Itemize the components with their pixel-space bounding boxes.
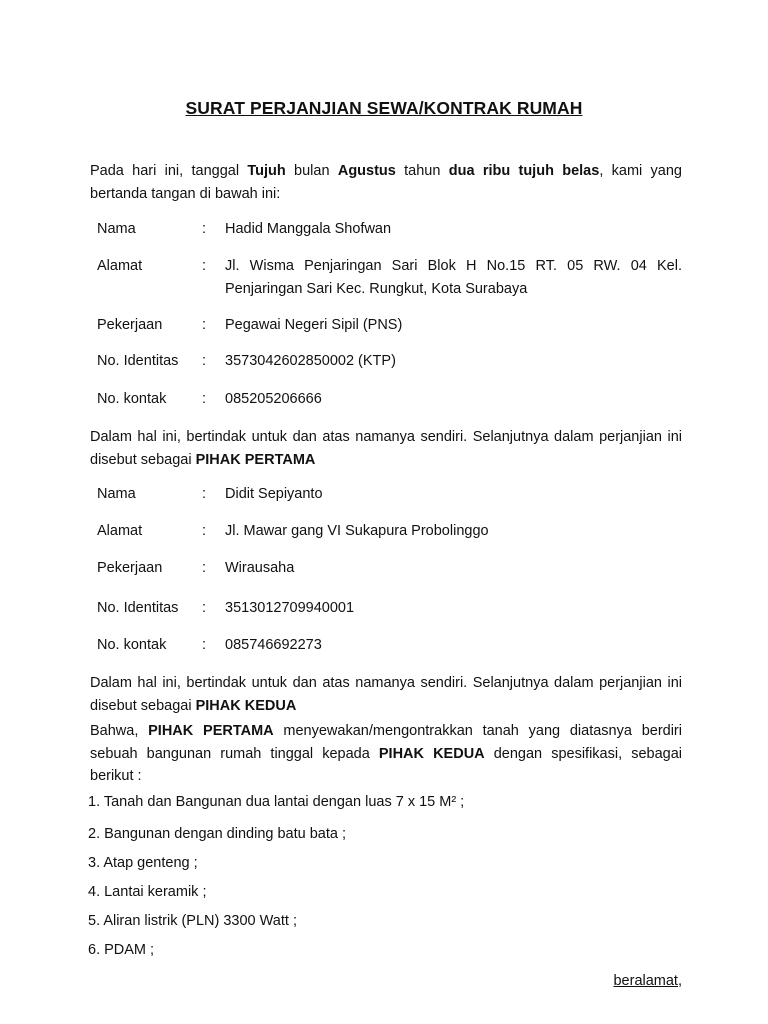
field-colon: : [202, 258, 207, 274]
field-colon: : [202, 486, 207, 502]
field-colon: : [202, 353, 207, 369]
field-label: No. kontak [97, 391, 167, 407]
field-colon: : [202, 221, 207, 237]
spec-item: 2. Bangunan dengan dinding batu bata ; [88, 826, 347, 842]
field-label: No. kontak [97, 637, 167, 653]
field-value: 3573042602850002 (KTP) [225, 353, 396, 369]
intro-year: dua ribu tujuh belas [448, 163, 600, 179]
field-value: Jl. Wisma Penjaringan Sari Blok H No.15 RT. 05 RW. 04 Kel. Penjaringan Sari Kec. Rungkut, Kota Surabaya [225, 258, 682, 297]
field-value: 085205206666 [225, 391, 322, 407]
field-colon: : [202, 560, 207, 576]
continuation-text: beralamat, [613, 973, 682, 989]
field-value: 3513012709940001 [225, 600, 355, 616]
spec-item: 6. PDAM ; [88, 942, 155, 958]
spec-item: 1. Tanah dan Bangunan dua lantai dengan luas 7 x 15 M² ; [88, 794, 465, 810]
agreement-party2: PIHAK KEDUA [378, 745, 485, 762]
field-value: 085746692273 [225, 637, 322, 653]
field-colon: : [202, 391, 207, 407]
field-value: Jl. Mawar gang VI Sukapura Probolinggo [225, 523, 489, 539]
agreement-party1: PIHAK PERTAMA [148, 723, 274, 739]
party1-designation: PIHAK PERTAMA [195, 451, 316, 468]
agreement-paragraph: Bahwa, PIHAK PERTAMA menyewakan/mengontrakkan tanah yang diatasnya berdiri sebuah bangunan rumah tinggal kepada PIHAK KEDUA dengan spesifikasi, sebagai berikut : [90, 723, 682, 784]
field-colon: : [202, 317, 207, 333]
party1-statement: Dalam hal ini, bertindak untuk dan atas namanya sendiri. Selanjutnya dalam perjanjian ini disebut sebagai PIHAK PERTAMA [90, 429, 682, 468]
intro-day: Tujuh [247, 163, 286, 179]
field-label: Pekerjaan [97, 317, 163, 333]
intro-paragraph: Pada hari ini, tanggal Tujuh bulan Agustus tahun dua ribu tujuh belas, kami yang bertanda tangan di bawah ini: [90, 163, 682, 202]
field-label: Alamat [97, 523, 143, 539]
spec-item: 5. Aliran listrik (PLN) 3300 Watt ; [88, 913, 297, 929]
field-label: Alamat [97, 258, 143, 274]
field-label: No. Identitas [97, 600, 179, 616]
field-value: Didit Sepiyanto [225, 486, 323, 502]
field-label: Nama [97, 221, 136, 237]
intro-month: Agustus [337, 163, 396, 179]
field-label: Pekerjaan [97, 560, 163, 576]
field-colon: : [202, 637, 207, 653]
field-colon: : [202, 523, 207, 539]
party2-designation: PIHAK KEDUA [195, 697, 297, 714]
spec-item: 3. Atap genteng ; [88, 855, 198, 871]
field-value: Wirausaha [225, 560, 295, 576]
field-label: No. Identitas [97, 353, 179, 369]
party2-statement: Dalam hal ini, bertindak untuk dan atas namanya sendiri. Selanjutnya dalam perjanjian ini disebut sebagai PIHAK KEDUA [90, 675, 682, 714]
document-title: SURAT PERJANJIAN SEWA/KONTRAK RUMAH [185, 98, 583, 118]
spec-item: 4. Lantai keramik ; [88, 884, 207, 900]
field-value: Pegawai Negeri Sipil (PNS) [225, 317, 403, 333]
field-value: Hadid Manggala Shofwan [225, 221, 392, 237]
field-colon: : [202, 600, 207, 616]
field-label: Nama [97, 486, 136, 502]
